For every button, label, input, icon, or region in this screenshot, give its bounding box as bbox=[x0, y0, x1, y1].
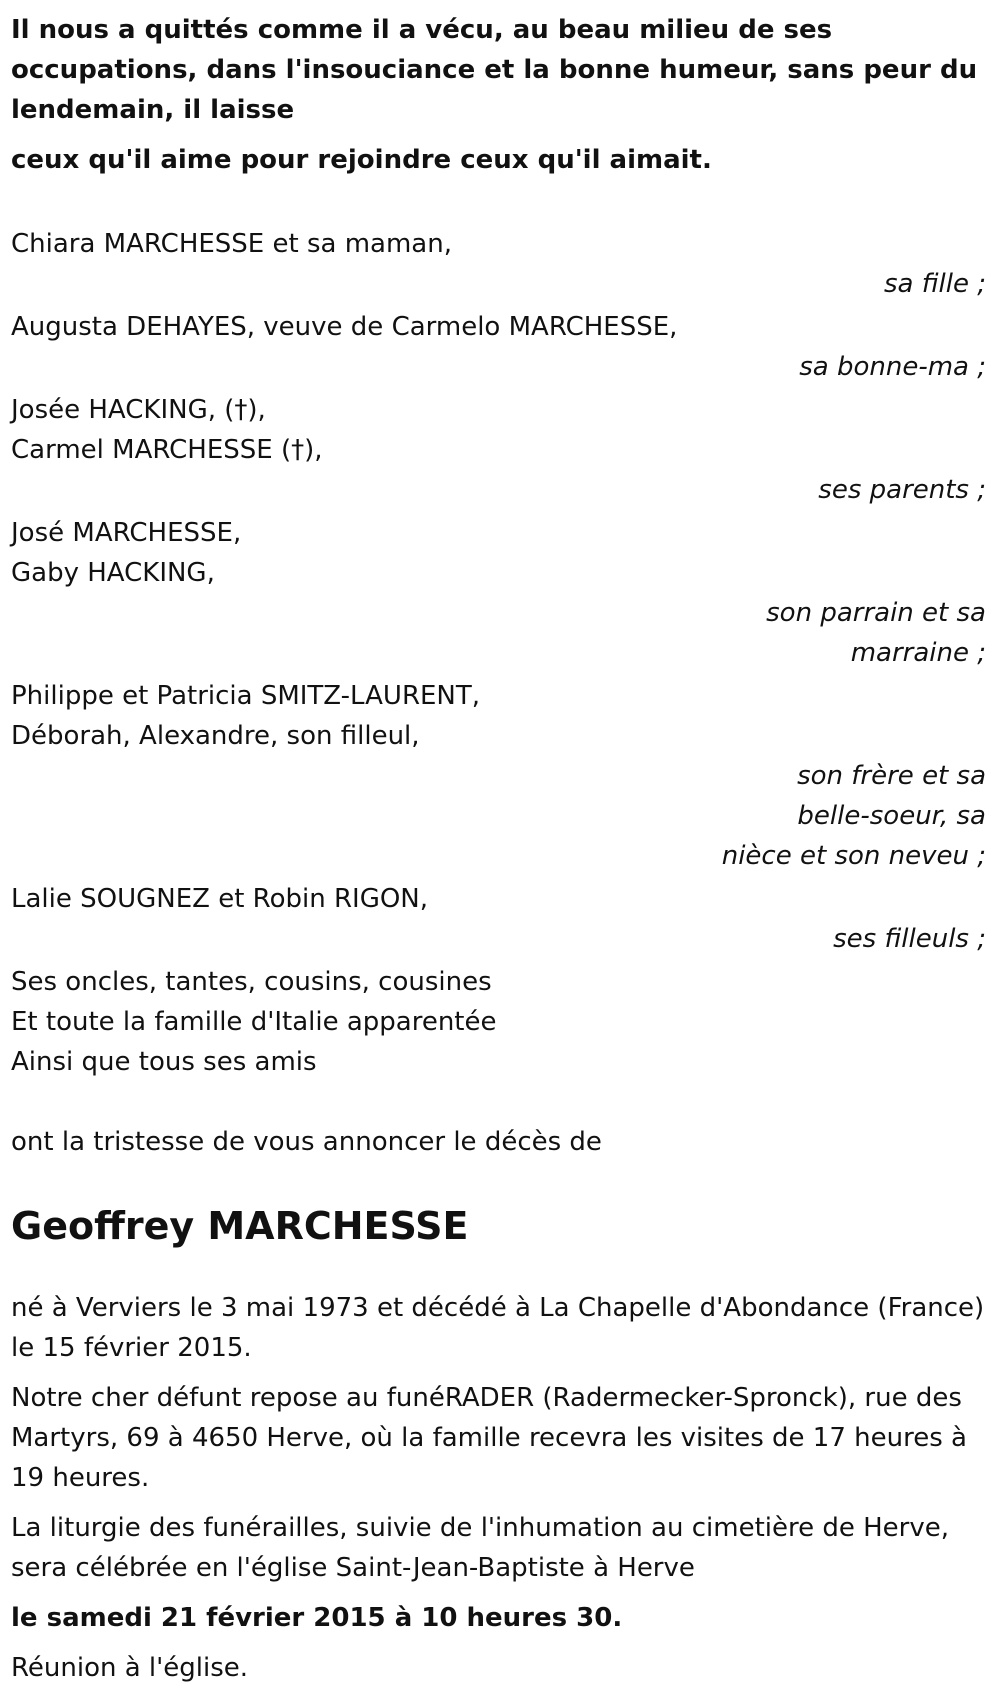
liturgy-text: La liturgie des funérailles, suivie de l'inhumation au cimetière de Herve, sera célébrée en l'église Saint-Jean-Baptiste à Herve bbox=[11, 1513, 950, 1583]
other-relatives-line: Ses oncles, tantes, cousins, cousines bbox=[11, 967, 492, 997]
family-role bbox=[11, 593, 986, 673]
meeting-text: Réunion à l'église. bbox=[11, 1653, 249, 1683]
announcement-text: ont la tristesse de vous annoncer le décès de bbox=[11, 1127, 602, 1157]
family-name: Gaby HACKING, bbox=[11, 558, 215, 588]
family-name: José MARCHESSE, bbox=[11, 518, 242, 548]
family-names bbox=[11, 307, 986, 347]
family-role bbox=[11, 347, 986, 387]
other-relatives-line: Et toute la famille d'Italie apparentée bbox=[11, 1007, 497, 1037]
family-group bbox=[11, 390, 986, 510]
family-role-line: sa bonne-ma ; bbox=[799, 352, 986, 382]
family-names bbox=[11, 513, 986, 593]
intro-text bbox=[11, 10, 986, 180]
other-relatives bbox=[11, 962, 986, 1082]
family-names bbox=[11, 676, 986, 756]
family-names bbox=[11, 390, 986, 470]
intro-line-1: Il nous a quittés comme il a vécu, au beau milieu de ses occupations, dans l'insouciance et la bonne humeur, sans peur du lendemain, il laisse bbox=[11, 15, 978, 125]
family-names bbox=[11, 879, 986, 919]
family-role bbox=[11, 264, 986, 304]
family-group bbox=[11, 224, 986, 304]
family-name: Josée HACKING, (†), bbox=[11, 395, 266, 425]
family-group bbox=[11, 676, 986, 876]
family-role-line: nièce et son neveu ; bbox=[721, 841, 986, 871]
ceremony-date: le samedi 21 février 2015 à 10 heures 30. bbox=[11, 1603, 623, 1633]
family-role-line: ses parents ; bbox=[818, 475, 986, 505]
family-name: Philippe et Patricia SMITZ-LAURENT, bbox=[11, 681, 481, 711]
family-role bbox=[11, 470, 986, 510]
funeral-details bbox=[11, 1288, 986, 1688]
deceased-name: Geoffrey MARCHESSE bbox=[11, 1204, 469, 1248]
family-group bbox=[11, 513, 986, 673]
family-role-line: son parrain et sa bbox=[766, 598, 986, 628]
family-role-line: son frère et sa bbox=[797, 761, 986, 791]
birth-death-text: né à Verviers le 3 mai 1973 et décédé à La Chapelle d'Abondance (France) le 15 février 2015. bbox=[11, 1293, 985, 1363]
family-names bbox=[11, 224, 986, 264]
family-role-line: sa fille ; bbox=[883, 269, 986, 299]
family-role-line: belle-soeur, sa bbox=[797, 801, 986, 831]
intro-line-2: ceux qu'il aime pour rejoindre ceux qu'il aimait. bbox=[11, 145, 712, 175]
family-role-line: ses filleuls ; bbox=[833, 924, 986, 954]
family-name: Chiara MARCHESSE et sa maman, bbox=[11, 229, 452, 259]
family-group bbox=[11, 307, 986, 387]
family-role bbox=[11, 756, 986, 876]
family-role-line: marraine ; bbox=[850, 638, 986, 668]
resting-place-text: Notre cher défunt repose au funéRADER (Radermecker-Spronck), rue des Martyrs, 69 à 4650 Herve, où la famille recevra les visites de 17 heures à 19 heures. bbox=[11, 1383, 967, 1493]
family-name: Déborah, Alexandre, son filleul, bbox=[11, 721, 420, 751]
other-relatives-line: Ainsi que tous ses amis bbox=[11, 1047, 317, 1077]
family-name: Augusta DEHAYES, veuve de Carmelo MARCHESSE, bbox=[11, 312, 678, 342]
family-name: Carmel MARCHESSE (†), bbox=[11, 435, 323, 465]
family-list bbox=[11, 224, 986, 959]
family-name: Lalie SOUGNEZ et Robin RIGON, bbox=[11, 884, 429, 914]
family-role bbox=[11, 919, 986, 959]
family-group bbox=[11, 879, 986, 959]
